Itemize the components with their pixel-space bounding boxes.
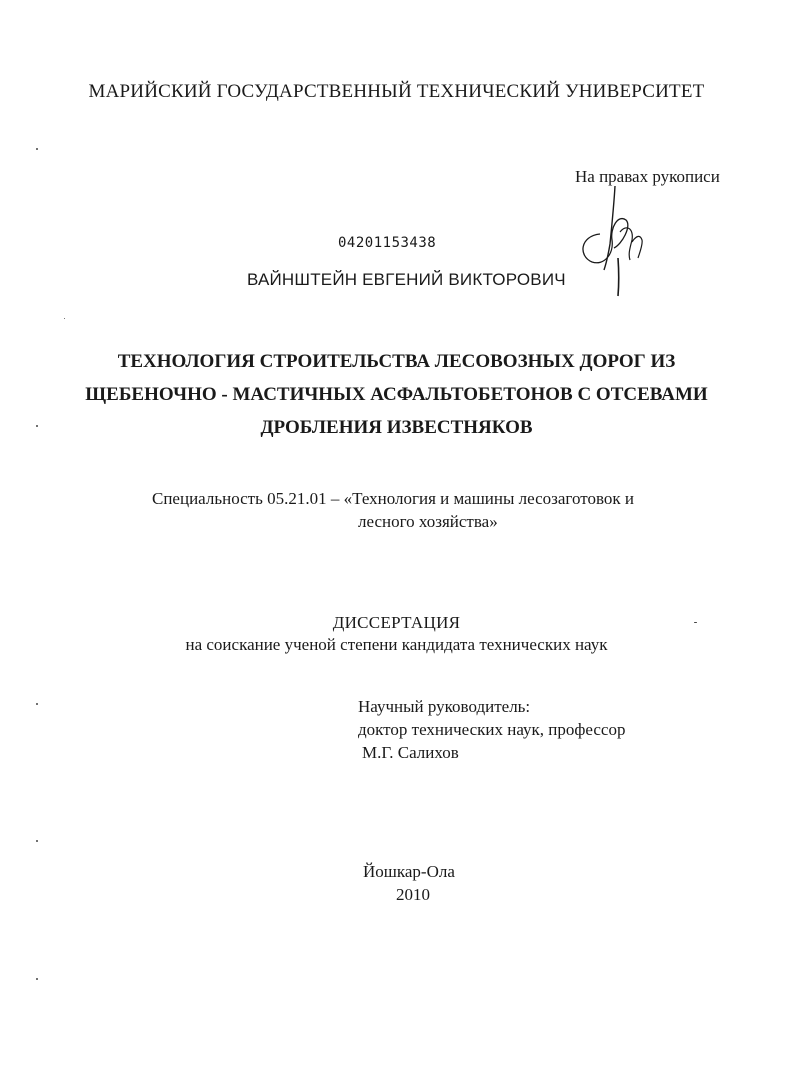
supervisor-label: Научный руководитель: <box>358 697 531 716</box>
scan-speck <box>36 978 38 980</box>
author-name: ВАЙНШТЕЙН ЕВГЕНИЙ ВИКТОРОВИЧ <box>247 270 566 289</box>
supervisor-title: доктор технических наук, профессор <box>358 720 626 739</box>
scan-speck <box>694 622 697 623</box>
document-type: ДИССЕРТАЦИЯ <box>332 613 461 632</box>
university-name: МАРИЙСКИЙ ГОСУДАРСТВЕННЫЙ ТЕХНИЧЕСКИЙ УНИВЕРСИТЕТ <box>88 81 705 102</box>
manuscript-rights-note: На правах рукописи <box>575 167 720 186</box>
specialty-line-2: лесного хозяйства» <box>358 512 498 531</box>
title-line: ТЕХНОЛОГИЯ СТРОИТЕЛЬСТВА ЛЕСОВОЗНЫХ ДОРОГ ИЗ <box>117 351 676 372</box>
year: 2010 <box>396 885 430 904</box>
specialty-line-1: Специальность 05.21.01 – «Технология и машины лесозаготовок и <box>152 489 634 508</box>
scan-speck <box>64 318 65 319</box>
dissertation-title <box>0 345 793 444</box>
title-line: ДРОБЛЕНИЯ ИЗВЕСТНЯКОВ <box>260 417 533 438</box>
author-signature <box>570 184 660 300</box>
city: Йошкар-Ола <box>363 862 455 881</box>
scan-speck <box>36 425 38 427</box>
title-line: ЩЕБЕНОЧНО - МАСТИЧНЫХ АСФАЛЬТОБЕТОНОВ С ОТСЕВАМИ <box>85 384 708 405</box>
scan-speck <box>36 840 38 842</box>
serial-number: 04201153438 <box>338 235 437 251</box>
scan-speck <box>36 703 38 705</box>
scan-speck <box>36 148 38 150</box>
supervisor-name: М.Г. Салихов <box>362 743 459 762</box>
degree-statement: на соискание ученой степени кандидата технических наук <box>185 635 608 654</box>
